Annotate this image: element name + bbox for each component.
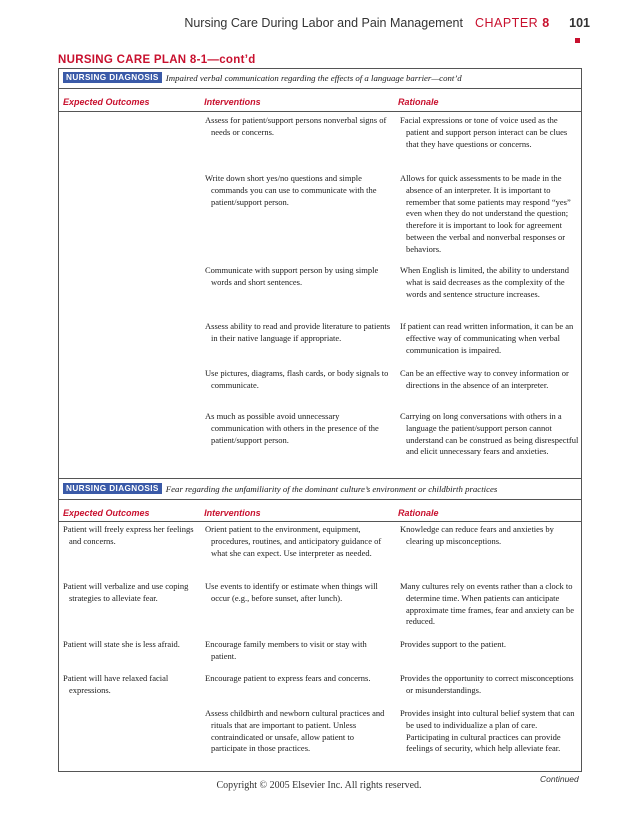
page-number: 101: [569, 16, 590, 30]
outcome-cell: Patient will freely express her feelings and concerns.: [63, 524, 194, 546]
table-row: [63, 368, 580, 392]
header-title: Nursing Care During Labor and Pain Management: [184, 16, 463, 30]
intervention-cell: Assess childbirth and newborn cultural practices and rituals that are important to patient. Unless contraindicated or unsafe, allow patient to participate in those practices.: [205, 708, 385, 754]
col-expected-outcomes: Expected Outcomes: [63, 508, 150, 518]
table-row: [63, 115, 580, 150]
rationale-cell: Can be an effective way to convey information or directions in the absence of an interpreter.: [400, 368, 569, 390]
outcome-cell: Patient will state she is less afraid.: [63, 639, 180, 649]
diagnosis-label: NURSING DIAGNOSIS: [63, 72, 162, 83]
intervention-cell: As much as possible avoid unnecessary communication with others in the presence of the patient/support person.: [205, 411, 379, 445]
table-row: [63, 708, 580, 755]
intervention-cell: Assess ability to read and provide literature to patients in their native language if appropriate.: [205, 321, 391, 343]
diagnosis-bar: [59, 480, 581, 497]
col-interventions: Interventions: [204, 97, 261, 107]
header-square-icon: [575, 38, 580, 43]
chapter-label: CHAPTER: [474, 16, 539, 30]
outcome-cell: [63, 265, 205, 300]
care-plan-box: [58, 68, 582, 772]
col-rationale: Rationale: [398, 508, 439, 518]
intervention-cell: Assess for patient/support persons nonverbal signs of needs or concerns.: [205, 115, 387, 137]
intervention-cell: Orient patient to the environment, equipment, procedures, routines, and anticipatory guidance of what she can expect. Use interpreter as needed.: [205, 524, 382, 558]
column-headers-2: [59, 505, 581, 521]
table-row: [63, 173, 580, 256]
diagnosis-text: Impaired verbal communication regarding the effects of a language barrier—cont’d: [165, 72, 462, 83]
intervention-cell: Encourage patient to express fears and concerns.: [205, 673, 371, 683]
divider: [59, 478, 581, 479]
copyright-footer: Copyright © 2005 Elsevier Inc. All rights reserved.: [216, 780, 422, 791]
intervention-cell: Encourage family members to visit or stay with patient.: [205, 639, 367, 661]
table-row: [63, 673, 580, 697]
rationale-cell: If patient can read written information, it can be an effective way of communicating when verbal communication is impaired.: [400, 321, 574, 355]
rationale-cell: Allows for quick assessments to be made in the absence of an interpreter. It is important to remember that some patients may respond “yes” even when they do not understand the question; therefore it is important to look for agreement between the verbal and nonverbal responses or behaviors.: [400, 173, 571, 254]
table-row: [63, 321, 580, 356]
outcome-cell: [63, 321, 205, 356]
column-headers-1: [59, 94, 581, 110]
divider: [59, 88, 581, 89]
rationale-cell: Provides insight into cultural belief system that can be used to individualize a plan of care. Participating in cultural practices can provide feelings of security, which help alleviate fear.: [400, 708, 575, 754]
divider: [59, 111, 581, 112]
intervention-cell: Communicate with support person by using simple words and short sentences.: [205, 265, 379, 287]
outcome-cell: [63, 115, 205, 150]
col-expected-outcomes: Expected Outcomes: [63, 97, 150, 107]
outcome-cell: [63, 411, 205, 458]
rationale-cell: Provides support to the patient.: [400, 639, 507, 649]
table-row: [63, 639, 580, 663]
outcome-cell: [63, 708, 205, 755]
rationale-cell: Provides the opportunity to correct misconceptions or misunderstandings.: [400, 673, 574, 695]
col-rationale: Rationale: [398, 97, 439, 107]
table-row: [63, 411, 580, 458]
table-row: [63, 524, 580, 559]
outcome-cell: [63, 173, 205, 256]
diagnosis-text: Fear regarding the unfamiliarity of the dominant culture’s environment or childbirth practices: [165, 483, 498, 494]
col-interventions: Interventions: [204, 508, 261, 518]
rationale-cell: Many cultures rely on events rather than a clock to determine time. When patients can anticipate approximate time frames, fear and anxiety can be reduced.: [400, 581, 575, 627]
diagnosis-section-2: [59, 480, 581, 497]
diagnosis-section-1: [59, 69, 581, 86]
intervention-cell: Write down short yes/no questions and simple commands you can use to communicate with the patient/support person.: [205, 173, 377, 207]
outcome-cell: [63, 368, 205, 392]
plan-title: NURSING CARE PLAN 8-1—cont’d: [58, 54, 256, 66]
diagnosis-label: NURSING DIAGNOSIS: [63, 483, 162, 494]
rationale-cell: Knowledge can reduce fears and anxieties by clearing up misconceptions.: [400, 524, 554, 546]
running-header: [120, 16, 590, 38]
table-row: [63, 265, 580, 300]
outcome-cell: Patient will verbalize and use coping strategies to alleviate fear.: [63, 581, 189, 603]
rationale-cell: Facial expressions or tone of voice used as the patient and support person interact can be clues that they have questions or concerns.: [400, 115, 568, 149]
divider: [59, 499, 581, 500]
table-row: [63, 581, 580, 628]
rationale-cell: When English is limited, the ability to understand what is said decreases as the complexity of the words and sentence structure increases.: [400, 265, 570, 299]
intervention-cell: Use pictures, diagrams, flash cards, or body signals to communicate.: [205, 368, 389, 390]
rationale-cell: Carrying on long conversations with others in a language the patient/support person cannot understand can be construed as being disrespectful and elicit unnecessary fears and anxieties.: [400, 411, 579, 457]
outcome-cell: Patient will have relaxed facial expressions.: [63, 673, 169, 695]
divider: [59, 521, 581, 522]
diagnosis-bar: [59, 69, 581, 86]
intervention-cell: Use events to identify or estimate when things will occur (e.g., before sunset, after lunch).: [205, 581, 378, 603]
continued-note: Continued: [540, 774, 579, 784]
chapter-number: 8: [542, 16, 550, 30]
